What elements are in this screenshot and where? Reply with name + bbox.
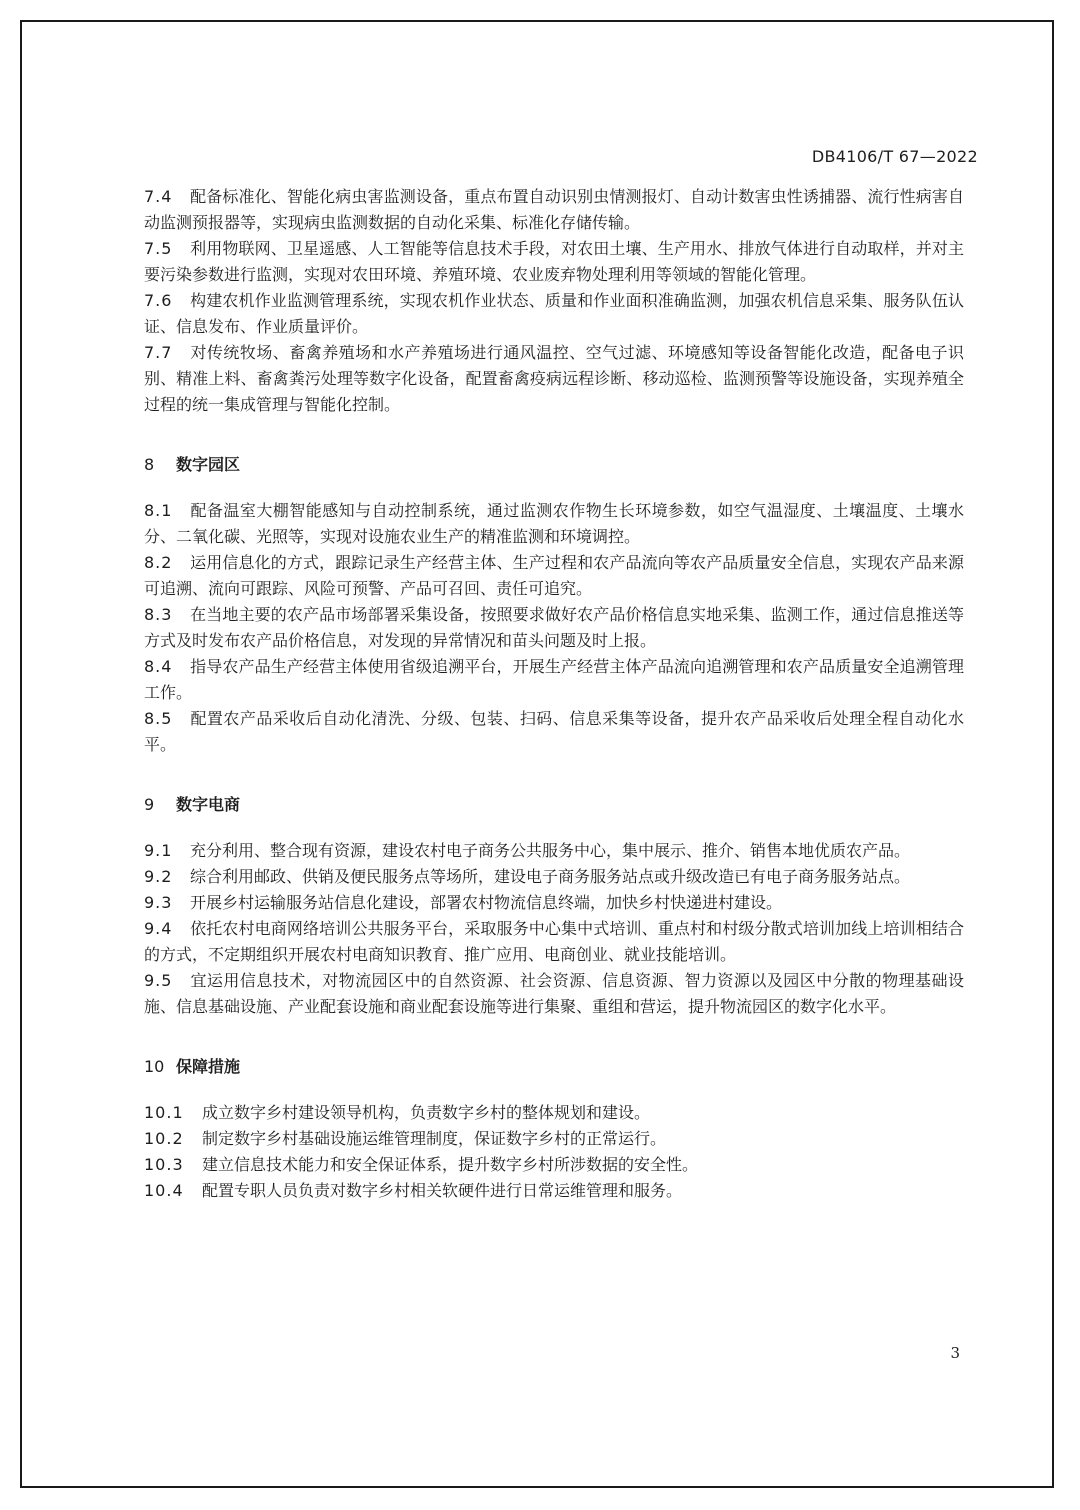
section-title: 数字园区	[176, 455, 241, 474]
clause-text: 成立数字乡村建设领导机构，负责数字乡村的整体规划和建设。	[202, 1103, 651, 1122]
clause-number: 8.5	[144, 709, 173, 728]
clause-number: 7.4	[144, 187, 173, 206]
clause-text: 配置农产品采收后自动化清洗、分级、包装、扫码、信息采集等设备，提升农产品采收后处理全程自动化水平。	[144, 709, 964, 754]
document-code: DB4106/T 67—2022	[811, 147, 978, 166]
clause-text: 利用物联网、卫星遥感、人工智能等信息技术手段，对农田土壤、生产用水、排放气体进行自动取样，并对主要污染参数进行监测，实现对农田环境、养殖环境、农业废弃物处理利用等领域的智能化管理。	[144, 239, 964, 284]
clause	[144, 864, 964, 890]
spacer	[144, 1020, 964, 1054]
clause-text: 在当地主要的农产品市场部署采集设备，按照要求做好农产品价格信息实地采集、监测工作，通过信息推送等方式及时发布农产品价格信息，对发现的异常情况和苗头问题及时上报。	[144, 605, 964, 650]
clause-number: 8.3	[144, 605, 173, 624]
clause	[144, 968, 964, 1020]
clause	[144, 706, 964, 758]
clause-number: 7.5	[144, 239, 173, 258]
clause-text: 充分利用、整合现有资源，建设农村电子商务公共服务中心，集中展示、推介、销售本地优质农产品。	[190, 841, 911, 860]
clause-number: 9.3	[144, 893, 173, 912]
clause	[144, 1152, 964, 1178]
section-heading	[144, 792, 964, 818]
clause-number: 9.4	[144, 919, 173, 938]
clause-text: 配备标准化、智能化病虫害监测设备，重点布置自动识别虫情测报灯、自动计数害虫性诱捕器、流行性病害自动监测预报器等，实现病虫监测数据的自动化采集、标准化存储传输。	[144, 187, 964, 232]
clause	[144, 916, 964, 968]
clause-number: 10.4	[144, 1181, 184, 1200]
spacer	[144, 1080, 964, 1100]
clause-number: 8.1	[144, 501, 173, 520]
spacer	[144, 418, 964, 452]
section-number: 8	[144, 455, 155, 474]
clause-text: 依托农村电商网络培训公共服务平台，采取服务中心集中式培训、重点村和村级分散式培训加线上培训相结合的方式，不定期组织开展农村电商知识教育、推广应用、电商创业、就业技能培训。	[144, 919, 964, 964]
clause-number: 9.2	[144, 867, 173, 886]
section-heading	[144, 1054, 964, 1080]
clause-number: 10.1	[144, 1103, 184, 1122]
clause-text: 运用信息化的方式，跟踪记录生产经营主体、生产过程和农产品流向等农产品质量安全信息，实现农产品来源可追溯、流向可跟踪、风险可预警、产品可召回、责任可追究。	[144, 553, 964, 598]
document-page	[20, 20, 1054, 1488]
clause-number: 8.4	[144, 657, 173, 676]
clause	[144, 236, 964, 288]
clause-text: 构建农机作业监测管理系统，实现农机作业状态、质量和作业面积准确监测，加强农机信息采集、服务队伍认证、信息发布、作业质量评价。	[144, 291, 964, 336]
clause	[144, 498, 964, 550]
clause-text: 配备温室大棚智能感知与自动控制系统，通过监测农作物生长环境参数，如空气温湿度、土壤温度、土壤水分、二氧化碳、光照等，实现对设施农业生产的精准监测和环境调控。	[144, 501, 964, 546]
spacer	[144, 818, 964, 838]
clause	[144, 288, 964, 340]
clause-number: 9.5	[144, 971, 173, 990]
clause	[144, 890, 964, 916]
clause	[144, 184, 964, 236]
clause-text: 配置专职人员负责对数字乡村相关软硬件进行日常运维管理和服务。	[202, 1181, 683, 1200]
clause-text: 制定数字乡村基础设施运维管理制度，保证数字乡村的正常运行。	[202, 1129, 667, 1148]
section-number: 9	[144, 795, 155, 814]
clause-number: 10.3	[144, 1155, 184, 1174]
clause-text: 指导农产品生产经营主体使用省级追溯平台，开展生产经营主体产品流向追溯管理和农产品质量安全追溯管理工作。	[144, 657, 964, 702]
clause	[144, 1126, 964, 1152]
clause-number: 7.6	[144, 291, 173, 310]
section-title: 数字电商	[176, 795, 241, 814]
clause-number: 10.2	[144, 1129, 184, 1148]
clause-text: 宜运用信息技术，对物流园区中的自然资源、社会资源、信息资源、智力资源以及园区中分散的物理基础设施、信息基础设施、产业配套设施和商业配套设施等进行集聚、重组和营运，提升物流园区的数字化水平。	[144, 971, 964, 1016]
clause	[144, 1100, 964, 1126]
document-body	[144, 184, 964, 1204]
clause	[144, 602, 964, 654]
clause	[144, 550, 964, 602]
section-title: 保障措施	[176, 1057, 241, 1076]
clause-number: 7.7	[144, 343, 173, 362]
spacer	[144, 478, 964, 498]
section-number: 10	[144, 1057, 165, 1076]
spacer	[144, 758, 964, 792]
clause	[144, 838, 964, 864]
clause-text: 开展乡村运输服务站信息化建设，部署农村物流信息终端，加快乡村快递进村建设。	[190, 893, 783, 912]
clause-text: 综合利用邮政、供销及便民服务点等场所，建设电子商务服务站点或升级改造已有电子商务服务站点。	[190, 867, 911, 886]
page-number: 3	[950, 1344, 960, 1362]
clause	[144, 340, 964, 418]
clause-number: 8.2	[144, 553, 173, 572]
clause-number: 9.1	[144, 841, 173, 860]
clause-text: 建立信息技术能力和安全保证体系，提升数字乡村所涉数据的安全性。	[202, 1155, 699, 1174]
clause	[144, 1178, 964, 1204]
section-heading	[144, 452, 964, 478]
clause-text: 对传统牧场、畜禽养殖场和水产养殖场进行通风温控、空气过滤、环境感知等设备智能化改造，配备电子识别、精准上料、畜禽粪污处理等数字化设备，配置畜禽疫病远程诊断、移动巡检、监测预警等设施设备，实现养殖全过程的统一集成管理与智能化控制。	[144, 343, 964, 414]
clause	[144, 654, 964, 706]
